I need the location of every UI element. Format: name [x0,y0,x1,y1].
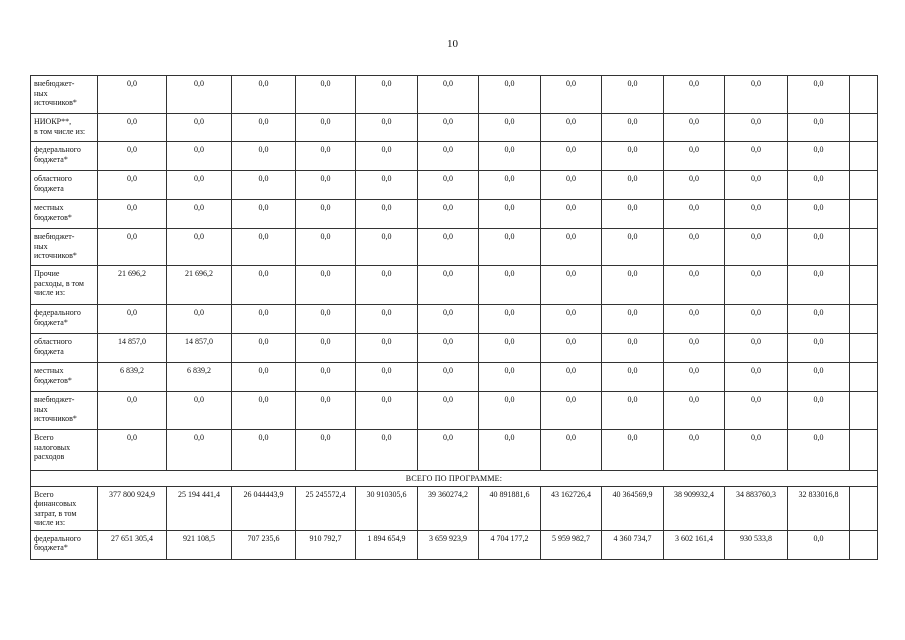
value-cell: 0,0 [664,266,725,305]
value-cell: 0,0 [98,229,167,266]
value-cell: 0,0 [725,76,788,114]
value-cell: 921 108,5 [167,530,232,559]
value-cell: 0,0 [98,76,167,114]
value-cell: 0,0 [725,305,788,334]
value-cell: 0,0 [788,363,850,392]
row-label-line: федерального [34,145,81,154]
row-label-line: федерального [34,533,81,543]
value-cell: 25 194 441,4 [167,486,232,530]
value-cell: 0,0 [479,305,541,334]
value-cell: 0,0 [788,530,850,559]
value-cell: 3 602 161,4 [664,530,725,559]
value-cell: 0,0 [418,305,479,334]
row-label-line: местных [34,203,64,212]
value-cell: 0,0 [98,114,167,142]
value-cell: 1 894 654,9 [356,530,418,559]
value-cell: 0,0 [356,430,418,471]
row-label-line: расходов [34,452,65,461]
value-cell: 0,0 [725,229,788,266]
empty-cell [850,392,878,430]
row-label [31,305,98,334]
value-cell: 0,0 [479,392,541,430]
value-cell: 0,0 [602,430,664,471]
value-cell: 0,0 [356,266,418,305]
value-cell: 0,0 [296,171,356,200]
row-label-line: внебюджет- [34,79,75,88]
row-label-line: затрат, в том [34,508,77,518]
value-cell: 0,0 [664,334,725,363]
row-label [31,142,98,171]
value-cell: 0,0 [541,430,602,471]
row-label-line: бюджетов* [34,375,72,385]
value-cell: 0,0 [788,430,850,471]
table-row [31,486,878,530]
row-label-line: финансовых [34,499,77,508]
table-row [31,200,878,229]
table-row [31,392,878,430]
value-cell: 0,0 [788,114,850,142]
value-cell: 4 360 734,7 [602,530,664,559]
row-label [31,392,98,430]
value-cell: 707 235,6 [232,530,296,559]
value-cell: 0,0 [356,392,418,430]
value-cell: 0,0 [602,334,664,363]
value-cell: 21 696,2 [167,266,232,305]
value-cell: 0,0 [602,142,664,171]
value-cell: 0,0 [167,76,232,114]
value-cell: 0,0 [98,142,167,171]
empty-cell [850,363,878,392]
value-cell: 0,0 [296,266,356,305]
value-cell: 0,0 [725,363,788,392]
value-cell: 0,0 [541,363,602,392]
value-cell: 0,0 [418,334,479,363]
value-cell: 0,0 [725,334,788,363]
value-cell: 0,0 [602,266,664,305]
value-cell: 0,0 [356,334,418,363]
value-cell: 0,0 [418,76,479,114]
value-cell: 0,0 [664,114,725,142]
value-cell: 0,0 [356,363,418,392]
row-label-line: источников* [34,414,77,423]
table-row [31,334,878,363]
row-label [31,171,98,200]
value-cell: 0,0 [296,363,356,392]
row-label-line: бюджетов* [34,212,72,222]
row-label-line: ных [34,404,48,414]
row-label-line: в том числе из: [34,126,86,136]
value-cell: 0,0 [418,266,479,305]
value-cell: 3 659 923,9 [418,530,479,559]
value-cell: 0,0 [479,229,541,266]
row-label-line: Всего [34,433,54,442]
value-cell: 0,0 [541,229,602,266]
table-row [31,171,878,200]
value-cell: 0,0 [98,200,167,229]
value-cell: 0,0 [788,305,850,334]
value-cell: 0,0 [664,363,725,392]
row-label-line: источников* [34,251,77,260]
value-cell: 0,0 [479,200,541,229]
empty-cell [850,334,878,363]
value-cell: 0,0 [296,142,356,171]
value-cell: 0,0 [541,200,602,229]
row-label-line: числе из: [34,288,66,297]
value-cell: 0,0 [541,114,602,142]
value-cell: 26 044443,9 [232,486,296,530]
value-cell: 0,0 [664,142,725,171]
value-cell: 0,0 [167,305,232,334]
value-cell: 6 839,2 [167,363,232,392]
row-label-line: внебюджет- [34,395,75,404]
value-cell: 27 651 305,4 [98,530,167,559]
empty-cell [850,266,878,305]
value-cell: 0,0 [479,76,541,114]
row-label [31,486,98,530]
value-cell: 0,0 [356,171,418,200]
value-cell: 25 245572,4 [296,486,356,530]
value-cell: 0,0 [541,266,602,305]
value-cell: 0,0 [788,171,850,200]
value-cell: 0,0 [602,200,664,229]
value-cell: 0,0 [356,305,418,334]
value-cell: 0,0 [602,363,664,392]
value-cell: 6 839,2 [98,363,167,392]
row-label-line: налоговых [34,442,71,452]
value-cell: 0,0 [296,200,356,229]
row-label-line: внебюджет- [34,232,75,241]
value-cell: 0,0 [725,171,788,200]
value-cell: 0,0 [98,430,167,471]
row-label-line: местных [34,366,64,375]
value-cell: 0,0 [98,305,167,334]
value-cell: 14 857,0 [98,334,167,363]
value-cell: 0,0 [725,142,788,171]
value-cell: 0,0 [664,305,725,334]
value-cell: 0,0 [788,229,850,266]
value-cell: 40 364569,9 [602,486,664,530]
value-cell: 0,0 [479,142,541,171]
row-label-line: Всего [34,489,54,499]
empty-cell [850,229,878,266]
value-cell: 0,0 [296,114,356,142]
value-cell: 4 704 177,2 [479,530,541,559]
value-cell: 0,0 [232,430,296,471]
value-cell: 0,0 [232,266,296,305]
value-cell: 0,0 [479,266,541,305]
value-cell: 0,0 [541,76,602,114]
row-label [31,530,98,559]
value-cell: 0,0 [602,76,664,114]
value-cell: 910 792,7 [296,530,356,559]
row-label-line: бюджета* [34,154,68,164]
row-label [31,334,98,363]
table-row [31,430,878,471]
row-label [31,76,98,114]
value-cell: 0,0 [232,363,296,392]
value-cell: 0,0 [418,392,479,430]
value-cell: 0,0 [788,142,850,171]
value-cell: 21 696,2 [98,266,167,305]
value-cell: 0,0 [418,363,479,392]
row-label-line: Прочие [34,269,60,278]
value-cell: 0,0 [418,142,479,171]
value-cell: 0,0 [725,430,788,471]
empty-cell [850,486,878,530]
row-label-line: расходы, в том [34,278,84,288]
row-label [31,266,98,305]
value-cell: 0,0 [788,334,850,363]
value-cell: 0,0 [356,114,418,142]
value-cell: 0,0 [664,229,725,266]
value-cell: 0,0 [602,114,664,142]
value-cell: 0,0 [232,334,296,363]
row-label [31,200,98,229]
value-cell: 0,0 [664,392,725,430]
table-row [31,229,878,266]
value-cell: 0,0 [788,200,850,229]
value-cell: 0,0 [232,171,296,200]
value-cell: 0,0 [541,392,602,430]
row-label-line: бюджета* [34,543,68,552]
value-cell: 0,0 [296,392,356,430]
value-cell: 0,0 [788,76,850,114]
value-cell: 0,0 [98,392,167,430]
value-cell: 0,0 [167,229,232,266]
row-label-line: ных [34,241,48,251]
value-cell: 0,0 [725,266,788,305]
value-cell: 0,0 [356,229,418,266]
value-cell: 0,0 [479,363,541,392]
value-cell: 0,0 [664,430,725,471]
value-cell: 32 833016,8 [788,486,850,530]
table-row [31,142,878,171]
value-cell: 377 800 924,9 [98,486,167,530]
value-cell: 0,0 [788,266,850,305]
value-cell: 0,0 [725,114,788,142]
table-row [31,363,878,392]
value-cell: 14 857,0 [167,334,232,363]
value-cell: 0,0 [296,334,356,363]
value-cell: 0,0 [664,200,725,229]
value-cell: 0,0 [725,392,788,430]
value-cell: 30 910305,6 [356,486,418,530]
row-label-line: бюджета [34,346,64,356]
value-cell: 0,0 [541,142,602,171]
financing-table [30,75,878,560]
value-cell: 930 533,8 [725,530,788,559]
value-cell: 0,0 [479,430,541,471]
row-label [31,114,98,142]
value-cell: 0,0 [232,114,296,142]
table-row [31,266,878,305]
value-cell: 0,0 [418,229,479,266]
value-cell: 0,0 [167,171,232,200]
empty-cell [850,305,878,334]
value-cell: 0,0 [418,200,479,229]
row-label-line: бюджета* [34,317,68,327]
value-cell: 0,0 [232,392,296,430]
value-cell: 0,0 [296,76,356,114]
value-cell: 0,0 [479,334,541,363]
table-row [31,305,878,334]
value-cell: 0,0 [602,229,664,266]
value-cell: 0,0 [167,430,232,471]
value-cell: 0,0 [98,171,167,200]
page-number: 10 [447,38,458,50]
value-cell: 0,0 [788,392,850,430]
row-label [31,430,98,471]
empty-cell [850,530,878,559]
value-cell: 0,0 [602,171,664,200]
value-cell: 43 162726,4 [541,486,602,530]
value-cell: 5 959 982,7 [541,530,602,559]
row-label-line: областного [34,174,72,183]
value-cell: 0,0 [664,171,725,200]
value-cell: 0,0 [418,430,479,471]
value-cell: 0,0 [232,200,296,229]
section-title: ВСЕГО ПО ПРОГРАММЕ: [31,471,878,487]
value-cell: 0,0 [725,200,788,229]
value-cell: 0,0 [356,200,418,229]
row-label-line: ных [34,88,48,98]
value-cell: 0,0 [356,76,418,114]
value-cell: 0,0 [232,305,296,334]
value-cell: 0,0 [541,305,602,334]
value-cell: 0,0 [296,430,356,471]
value-cell: 40 891881,6 [479,486,541,530]
value-cell: 0,0 [418,114,479,142]
table-row [31,76,878,114]
value-cell: 0,0 [479,114,541,142]
value-cell: 0,0 [602,305,664,334]
empty-cell [850,430,878,471]
value-cell: 0,0 [232,229,296,266]
value-cell: 34 883760,3 [725,486,788,530]
empty-cell [850,171,878,200]
value-cell: 0,0 [296,305,356,334]
value-cell: 0,0 [167,114,232,142]
row-label-line: бюджета [34,183,64,193]
value-cell: 0,0 [541,171,602,200]
row-label-line: областного [34,337,72,346]
value-cell: 39 360274,2 [418,486,479,530]
value-cell: 0,0 [296,229,356,266]
value-cell: 0,0 [541,334,602,363]
value-cell: 0,0 [232,142,296,171]
empty-cell [850,114,878,142]
empty-cell [850,76,878,114]
value-cell: 0,0 [232,76,296,114]
row-label [31,363,98,392]
value-cell: 0,0 [167,142,232,171]
empty-cell [850,200,878,229]
value-cell: 0,0 [167,392,232,430]
section-row [31,471,878,487]
value-cell: 38 909932,4 [664,486,725,530]
row-label-line: НИОКР**, [34,117,72,126]
value-cell: 0,0 [664,76,725,114]
empty-cell [850,142,878,171]
value-cell: 0,0 [418,171,479,200]
row-label [31,229,98,266]
row-label-line: числе из: [34,518,66,527]
table-row [31,530,878,559]
row-label-line: федерального [34,308,81,317]
value-cell: 0,0 [167,200,232,229]
value-cell: 0,0 [602,392,664,430]
value-cell: 0,0 [479,171,541,200]
row-label-line: источников* [34,98,77,107]
table-row [31,114,878,142]
value-cell: 0,0 [356,142,418,171]
